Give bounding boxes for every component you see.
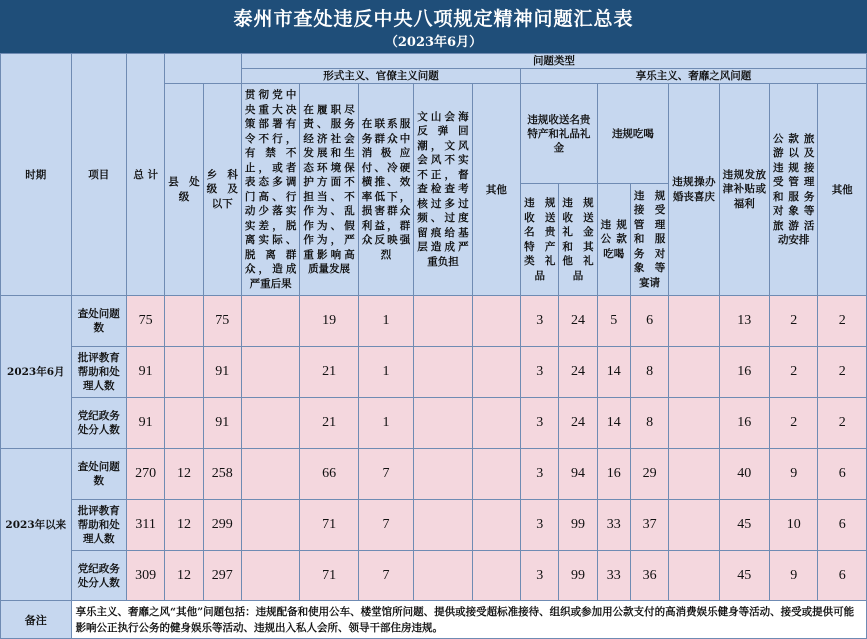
- cell-formalism-meetings: [414, 500, 472, 551]
- cell-wedding: [669, 551, 719, 601]
- cell-eat-banquet: 29: [630, 449, 668, 500]
- table-row: [1, 500, 867, 551]
- cell-hedonism-other: 6: [818, 449, 867, 500]
- page-title: 泰州市查处违反中央八项规定精神问题汇总表: [233, 8, 634, 30]
- cell-county: 12: [165, 551, 203, 601]
- cell-travel: 2: [770, 347, 818, 398]
- cell-formalism-decision: [241, 500, 299, 551]
- cell-travel: 9: [770, 551, 818, 601]
- cell-total: 91: [127, 347, 165, 398]
- header-eat-public: 违规公款吃喝: [597, 184, 630, 296]
- table-row: [1, 398, 867, 449]
- item-cell: 党纪政务处分人数: [71, 551, 126, 601]
- header-formalism-meetings: 文山会海反弹回潮，文风会风不实不正，督查检查考核过多过频、过度留痕给基层造成严重负担: [414, 84, 472, 296]
- cell-formalism-meetings: [414, 347, 472, 398]
- cell-county: [165, 398, 203, 449]
- cell-formalism-service: 7: [358, 449, 413, 500]
- header-gift-cash: 违规收送礼金和其他礼品: [559, 184, 597, 296]
- table-row: [1, 347, 867, 398]
- cell-formalism-duty: 66: [300, 449, 358, 500]
- cell-gift-specialty: 3: [521, 398, 559, 449]
- cell-gift-specialty: 3: [521, 500, 559, 551]
- cell-travel: 9: [770, 449, 818, 500]
- cell-hedonism-other: 6: [818, 551, 867, 601]
- cell-formalism-service: 1: [358, 347, 413, 398]
- header-formalism-service: 在联系服务群众中消极应付、冷硬横推、效率低下，损害群众利益，群众反映强烈: [358, 84, 413, 296]
- cell-gift-cash: 24: [559, 398, 597, 449]
- cell-eat-banquet: 8: [630, 398, 668, 449]
- cell-formalism-duty: 71: [300, 551, 358, 601]
- cell-formalism-duty: 21: [300, 398, 358, 449]
- header-township: 乡科级及以下: [203, 84, 241, 296]
- cell-gift-cash: 94: [559, 449, 597, 500]
- header-gift: 违规收送名贵特产和礼品礼金: [521, 84, 598, 184]
- cell-eat-banquet: 37: [630, 500, 668, 551]
- cell-formalism-duty: 71: [300, 500, 358, 551]
- cell-formalism-meetings: [414, 551, 472, 601]
- header-hedonism-other: 其他: [818, 84, 867, 296]
- cell-total: 75: [127, 296, 165, 347]
- cell-total: 270: [127, 449, 165, 500]
- cell-allowance: 45: [719, 500, 769, 551]
- cell-township: 299: [203, 500, 241, 551]
- header-hedonism: 享乐主义、奢靡之风问题: [521, 69, 867, 84]
- cell-wedding: [669, 449, 719, 500]
- header-formalism-other: 其他: [472, 84, 520, 296]
- cell-total: 311: [127, 500, 165, 551]
- cell-formalism-decision: [241, 449, 299, 500]
- cell-eat-banquet: 36: [630, 551, 668, 601]
- cell-township: 91: [203, 398, 241, 449]
- cell-eat-public: 16: [597, 449, 630, 500]
- cell-travel: 2: [770, 296, 818, 347]
- cell-total: 91: [127, 398, 165, 449]
- cell-formalism-other: [472, 398, 520, 449]
- page-subtitle: （2023年6月）: [384, 35, 483, 50]
- cell-hedonism-other: 6: [818, 500, 867, 551]
- header-county: 县处级: [165, 84, 203, 296]
- cell-eat-banquet: 6: [630, 296, 668, 347]
- cell-hedonism-other: 2: [818, 296, 867, 347]
- cell-county: [165, 296, 203, 347]
- cell-formalism-meetings: [414, 296, 472, 347]
- cell-gift-cash: 24: [559, 347, 597, 398]
- header-formalism-duty: 在履职尽责、服务经济社会发展和生态环境保护方面不担当、不作为、乱作为、假作为，严重影响高质量发展: [300, 84, 358, 296]
- cell-allowance: 16: [719, 347, 769, 398]
- cell-eat-public: 33: [597, 551, 630, 601]
- item-cell: 批评教育帮助和处理人数: [71, 500, 126, 551]
- cell-county: 12: [165, 500, 203, 551]
- cell-formalism-decision: [241, 398, 299, 449]
- cell-wedding: [669, 296, 719, 347]
- note-row: [1, 601, 867, 639]
- note-label: 备注: [1, 601, 72, 639]
- cell-township: 91: [203, 347, 241, 398]
- summary-table: [0, 53, 867, 639]
- cell-township: 75: [203, 296, 241, 347]
- table-row: [1, 449, 867, 500]
- cell-township: 258: [203, 449, 241, 500]
- cell-township: 297: [203, 551, 241, 601]
- cell-gift-specialty: 3: [521, 296, 559, 347]
- cell-formalism-duty: 21: [300, 347, 358, 398]
- cell-wedding: [669, 398, 719, 449]
- title-banner: [0, 0, 867, 53]
- cell-allowance: 40: [719, 449, 769, 500]
- cell-wedding: [669, 500, 719, 551]
- cell-gift-cash: 24: [559, 296, 597, 347]
- header-formalism-decision: 贯彻党中央重大决策部署有令不行，有禁不止，或者表态多调门高、行动少落实实差，脱离实际、脱离群众，造成严重后果: [241, 84, 299, 296]
- header-item: 项目: [71, 54, 126, 296]
- header-wedding: 违规操办婚丧喜庆: [669, 84, 719, 296]
- cell-eat-public: 14: [597, 347, 630, 398]
- cell-formalism-meetings: [414, 449, 472, 500]
- cell-gift-cash: 99: [559, 500, 597, 551]
- cell-allowance: 16: [719, 398, 769, 449]
- cell-travel: 10: [770, 500, 818, 551]
- cell-eat-public: 5: [597, 296, 630, 347]
- table-row: [1, 296, 867, 347]
- cell-formalism-decision: [241, 347, 299, 398]
- header-period: 时期: [1, 54, 72, 296]
- cell-gift-specialty: 3: [521, 551, 559, 601]
- header-gift-specialty: 违规收送名贵特产类礼品: [521, 184, 559, 296]
- item-cell: 查处问题数: [71, 449, 126, 500]
- header-travel: 公款旅游以及违规接受管理和服务对象等旅游活动安排: [770, 84, 818, 296]
- header-eat: 违规吃喝: [597, 84, 669, 184]
- cell-gift-specialty: 3: [521, 449, 559, 500]
- cell-county: 12: [165, 449, 203, 500]
- cell-formalism-other: [472, 296, 520, 347]
- period-cell: 2023年6月: [1, 296, 72, 449]
- item-cell: 批评教育帮助和处理人数: [71, 347, 126, 398]
- header-total: 总 计: [127, 54, 165, 296]
- item-cell: 查处问题数: [71, 296, 126, 347]
- cell-formalism-decision: [241, 296, 299, 347]
- cell-formalism-service: 1: [358, 296, 413, 347]
- cell-gift-cash: 99: [559, 551, 597, 601]
- cell-formalism-other: [472, 500, 520, 551]
- cell-hedonism-other: 2: [818, 398, 867, 449]
- cell-formalism-meetings: [414, 398, 472, 449]
- cell-formalism-other: [472, 347, 520, 398]
- table-row: [1, 551, 867, 601]
- cell-gift-specialty: 3: [521, 347, 559, 398]
- cell-eat-public: 14: [597, 398, 630, 449]
- cell-county: [165, 347, 203, 398]
- cell-formalism-other: [472, 449, 520, 500]
- header-level-blank: [165, 54, 242, 84]
- cell-formalism-other: [472, 551, 520, 601]
- cell-formalism-duty: 19: [300, 296, 358, 347]
- cell-total: 309: [127, 551, 165, 601]
- header-eat-banquet: 违规接受管理和服务对象等宴请: [630, 184, 668, 296]
- cell-allowance: 13: [719, 296, 769, 347]
- header-formalism: 形式主义、官僚主义问题: [241, 69, 520, 84]
- cell-travel: 2: [770, 398, 818, 449]
- header-problem-type: 问题类型: [241, 54, 866, 69]
- cell-formalism-service: 7: [358, 551, 413, 601]
- cell-formalism-service: 7: [358, 500, 413, 551]
- cell-formalism-service: 1: [358, 398, 413, 449]
- header-allowance: 违规发放津补贴或福利: [719, 84, 769, 296]
- cell-eat-public: 33: [597, 500, 630, 551]
- cell-formalism-decision: [241, 551, 299, 601]
- cell-wedding: [669, 347, 719, 398]
- cell-hedonism-other: 2: [818, 347, 867, 398]
- cell-allowance: 45: [719, 551, 769, 601]
- period-cell: 2023年以来: [1, 449, 72, 601]
- note-text: 享乐主义、奢靡之风“其他”问题包括：违规配备和使用公车、楼堂馆所问题、提供或接受超标准接待、组织或参加用公款支付的高消费娱乐健身等活动、接受或提供可能影响公正执行公务的健身娱乐等活动、违规出入私人会所、领导干部住房违规。: [71, 601, 866, 639]
- cell-eat-banquet: 8: [630, 347, 668, 398]
- item-cell: 党纪政务处分人数: [71, 398, 126, 449]
